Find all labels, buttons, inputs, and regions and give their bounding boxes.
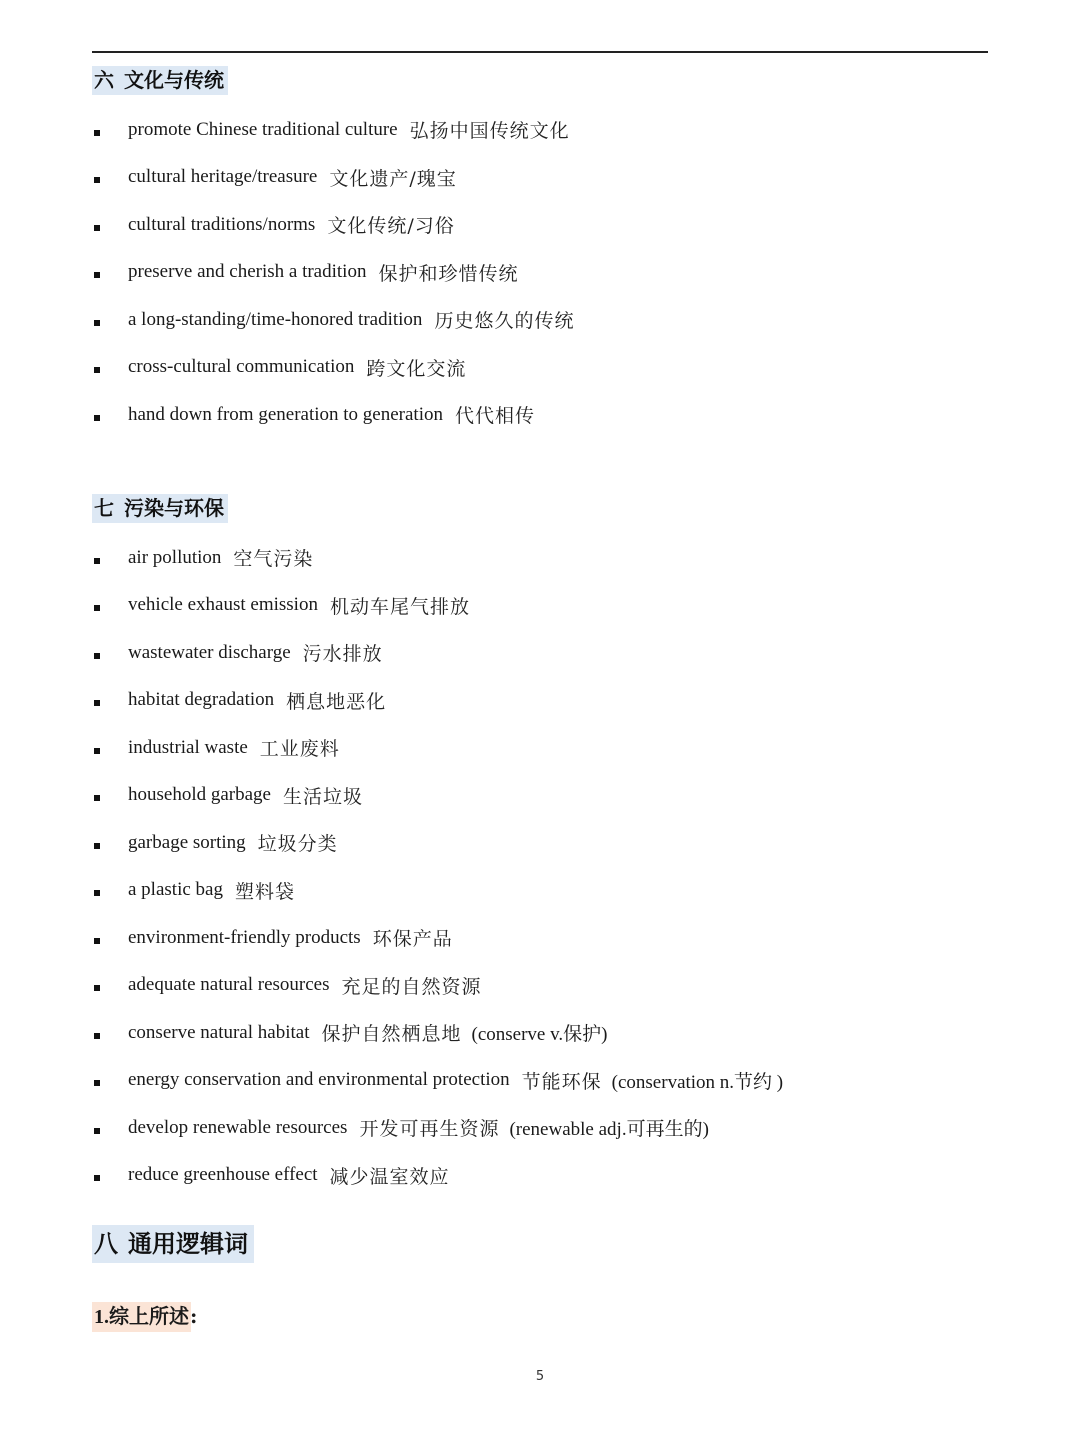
english-phrase: a plastic bag	[128, 879, 223, 901]
list-item	[92, 201, 574, 249]
chinese-translation: 栖息地恶化	[286, 690, 387, 713]
chinese-translation: 生活垃圾	[282, 785, 363, 808]
english-phrase: a long-standing/time-honored tradition	[128, 308, 423, 330]
usage-note: (conserve v.保护)	[471, 1024, 608, 1046]
english-phrase: habitat degradation	[128, 689, 275, 711]
list-item	[92, 1104, 783, 1152]
chinese-translation: 减少温室效应	[329, 1165, 450, 1188]
list-item	[92, 962, 783, 1010]
english-phrase: air pollution	[128, 546, 222, 568]
section-6-heading	[92, 66, 228, 95]
english-phrase: wastewater discharge	[128, 641, 291, 663]
chinese-translation: 文化遗产/瑰宝	[329, 167, 457, 190]
chinese-translation: 工业废料	[259, 738, 340, 761]
list-item	[92, 819, 783, 867]
section-7-title: 污染与环保	[124, 496, 224, 520]
chinese-translation: 历史悠久的传统	[434, 310, 575, 333]
english-phrase: energy conservation and environmental protection	[128, 1069, 510, 1091]
section-8-title: 通用逻辑词	[128, 1229, 248, 1258]
chinese-translation: 保护自然栖息地	[321, 1023, 462, 1046]
list-item	[92, 1009, 783, 1057]
square-bullet-icon	[94, 1033, 100, 1039]
chinese-translation: 保护和珍惜传统	[378, 262, 519, 285]
square-bullet-icon	[94, 1175, 100, 1181]
square-bullet-icon	[94, 985, 100, 991]
square-bullet-icon	[94, 653, 100, 659]
square-bullet-icon	[94, 938, 100, 944]
square-bullet-icon	[94, 272, 100, 278]
section-6-number: 六	[94, 68, 114, 92]
list-item	[92, 867, 783, 915]
square-bullet-icon	[94, 605, 100, 611]
section-7-number: 七	[94, 496, 114, 520]
section-7-list	[92, 534, 783, 1199]
english-phrase: promote Chinese traditional culture	[128, 118, 398, 140]
list-item	[92, 249, 574, 297]
square-bullet-icon	[94, 225, 100, 231]
chinese-translation: 跨文化交流	[366, 357, 467, 380]
list-item	[92, 154, 574, 202]
english-phrase: vehicle exhaust emission	[128, 594, 318, 616]
chinese-translation: 代代相传	[454, 405, 535, 428]
square-bullet-icon	[94, 795, 100, 801]
list-item	[92, 1152, 783, 1200]
list-item	[92, 772, 783, 820]
usage-note: (conservation n.节约 )	[611, 1071, 784, 1093]
square-bullet-icon	[94, 177, 100, 183]
page-number: 5	[535, 1369, 545, 1384]
list-item	[92, 1057, 783, 1105]
english-phrase: reduce greenhouse effect	[128, 1164, 318, 1186]
chinese-translation: 弘扬中国传统文化	[409, 120, 570, 143]
square-bullet-icon	[94, 700, 100, 706]
english-phrase: hand down from generation to generation	[128, 403, 443, 425]
english-phrase: cultural heritage/treasure	[128, 166, 318, 188]
english-phrase: environment-friendly products	[128, 926, 361, 948]
chinese-translation: 节能环保	[521, 1070, 602, 1093]
square-bullet-icon	[94, 558, 100, 564]
chinese-translation: 塑料袋	[234, 880, 295, 903]
subsection-heading: 1.综上所述	[92, 1302, 191, 1332]
english-phrase: cultural traditions/norms	[128, 213, 316, 235]
square-bullet-icon	[94, 367, 100, 373]
chinese-translation: 空气污染	[233, 548, 314, 571]
list-item	[92, 629, 783, 677]
square-bullet-icon	[94, 1080, 100, 1086]
section-8-number: 八	[94, 1229, 118, 1258]
chinese-translation: 污水排放	[302, 643, 383, 666]
list-item	[92, 677, 783, 725]
english-phrase: preserve and cherish a tradition	[128, 261, 367, 283]
square-bullet-icon	[94, 1128, 100, 1134]
list-item	[92, 106, 574, 154]
chinese-translation: 充足的自然资源	[341, 975, 482, 998]
chinese-translation: 环保产品	[372, 928, 453, 951]
english-phrase: industrial waste	[128, 736, 248, 758]
list-item	[92, 534, 783, 582]
list-item	[92, 391, 574, 439]
top-rule	[92, 51, 988, 53]
english-phrase: conserve natural habitat	[128, 1021, 310, 1043]
english-phrase: develop renewable resources	[128, 1116, 348, 1138]
square-bullet-icon	[94, 320, 100, 326]
chinese-translation: 机动车尾气排放	[329, 595, 470, 618]
square-bullet-icon	[94, 890, 100, 896]
list-item	[92, 582, 783, 630]
section-6-title: 文化与传统	[124, 68, 224, 92]
list-item	[92, 296, 574, 344]
subsection-colon: :	[190, 1304, 198, 1328]
square-bullet-icon	[94, 130, 100, 136]
usage-note: (renewable adj.可再生的)	[509, 1119, 709, 1141]
english-phrase: cross-cultural communication	[128, 356, 355, 378]
section-6-list	[92, 106, 574, 439]
list-item	[92, 724, 783, 772]
square-bullet-icon	[94, 843, 100, 849]
list-item	[92, 914, 783, 962]
section-7-heading	[92, 494, 228, 523]
list-item	[92, 344, 574, 392]
english-phrase: garbage sorting	[128, 831, 246, 853]
english-phrase: adequate natural resources	[128, 974, 330, 996]
square-bullet-icon	[94, 748, 100, 754]
section-8-heading	[92, 1225, 254, 1263]
square-bullet-icon	[94, 415, 100, 421]
chinese-translation: 垃圾分类	[257, 833, 338, 856]
english-phrase: household garbage	[128, 784, 271, 806]
chinese-translation: 文化传统/习俗	[327, 215, 455, 238]
chinese-translation: 开发可再生资源	[359, 1118, 500, 1141]
